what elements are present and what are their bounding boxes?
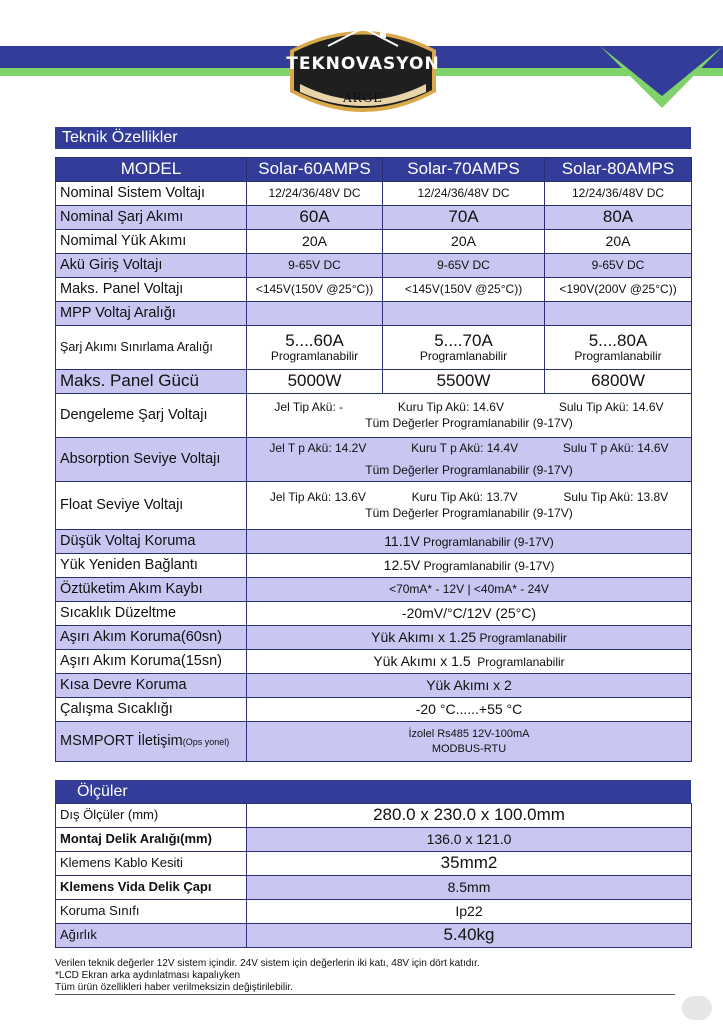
table-row [56, 852, 692, 876]
cell [247, 482, 692, 530]
cell-values [247, 442, 691, 455]
table-row [56, 578, 692, 602]
cell: 20A [247, 230, 383, 254]
cell: -20 °C......+55 °C [247, 698, 692, 722]
row-label: Yük Yeniden Bağlantı [56, 554, 247, 578]
cell: 70A [383, 206, 545, 230]
cell: 20A [545, 230, 692, 254]
row-label: Düşük Voltaj Koruma [56, 530, 247, 554]
row-label: Koruma Sınıfı [56, 900, 247, 924]
cell [247, 530, 692, 554]
cell-values [247, 401, 691, 414]
table-row [56, 602, 692, 626]
row-label: Nomimal Yük Akımı [56, 230, 247, 254]
section-title-technical: Teknik Özellikler [55, 127, 691, 149]
cell: -20mV/°C/12V (25°C) [247, 602, 692, 626]
cell: Yük Akımı x 2 [247, 674, 692, 698]
table-row [56, 254, 692, 278]
wet-value: Sulu T p Akü: 14.6V [562, 441, 669, 456]
cell [383, 302, 545, 326]
wet-value: Sulu Tip Akü: 13.8V [563, 489, 669, 504]
row-label: Maks. Panel Voltajı [56, 278, 247, 302]
header-chevron [600, 46, 723, 112]
table-row [56, 722, 692, 762]
row-label: Öztüketim Akım Kaybı [56, 578, 247, 602]
cell [247, 302, 383, 326]
cell: 20A [383, 230, 545, 254]
cell [247, 394, 692, 438]
table-row [56, 674, 692, 698]
spec-table [55, 157, 692, 762]
row-label: Şarj Akımı Sınırlama Aralığı [56, 326, 247, 370]
cell-value: 12.5V [383, 556, 421, 573]
dry-value: Kuru Tip Akü: 13.7V [411, 489, 518, 504]
row-label: Absorption Seviye Voltajı [56, 438, 247, 482]
table-row [56, 650, 692, 674]
table-header-row [56, 158, 692, 182]
cell: 5000W [247, 370, 383, 394]
table-row [56, 698, 692, 722]
footnote-2: *LCD Ekran arka aydınlatması kapalıyken [55, 970, 241, 981]
cell: 6800W [545, 370, 692, 394]
cell-value: 5....80A [588, 330, 648, 350]
row-label: Kısa Devre Koruma [56, 674, 247, 698]
cell-note: Programlanabilir [476, 630, 567, 645]
cell [247, 554, 692, 578]
cell: 9-65V DC [383, 254, 545, 278]
cell-note: Programlanabilir (9-17V) [420, 558, 555, 573]
table-row [56, 554, 692, 578]
cell-note: Programlanabilir [470, 654, 565, 669]
cell-value: 11.1V [384, 532, 420, 549]
table-row [56, 482, 692, 530]
cell: Ip22 [247, 900, 692, 924]
header-solar-60: Solar-60AMPS [247, 158, 383, 182]
row-label: Klemens Kablo Kesiti [56, 852, 247, 876]
cell-value: Yük Akımı x 1.5 [373, 652, 471, 669]
cell [247, 438, 692, 482]
row-label: Maks. Panel Gücü [56, 370, 247, 394]
dry-value: Kuru T p Akü: 14.4V [411, 441, 519, 456]
table-row [56, 302, 692, 326]
cell: <145V(150V @25°C)) [383, 278, 545, 302]
cell-note: Tüm Değerler Programlanabilir (9-17V) [365, 416, 573, 430]
cell-line1: İzolel Rs485 12V-100mA [408, 727, 530, 740]
cell-note: Programlanabilir (9-17V) [419, 534, 554, 549]
cell-value: Yük Akımı x 1.25 [371, 628, 477, 645]
table-row [56, 278, 692, 302]
row-label: Dengeleme Şarj Voltajı [56, 394, 247, 438]
row-label-main: MSMPORT İletişim [60, 732, 183, 749]
table-row [56, 804, 692, 828]
cell: 35mm2 [247, 852, 692, 876]
cell: 5500W [383, 370, 545, 394]
cell: 136.0 x 121.0 [247, 828, 692, 852]
cell: 12/24/36/48V DC [383, 182, 545, 206]
footnote-1: Verilen teknik değerler 12V sistem içindir. 24V sistem için değerlerin iki katı, 48V için dört katıdır. [55, 958, 480, 969]
cell: <145V(150V @25°C)) [247, 278, 383, 302]
table-row [56, 876, 692, 900]
dimensions-table [55, 803, 692, 948]
cell [545, 326, 692, 370]
row-label: Akü Giriş Voltajı [56, 254, 247, 278]
cell: 9-65V DC [247, 254, 383, 278]
table-row [56, 326, 692, 370]
footnote-3: Tüm ürün özellikleri haber verilmeksizin değiştirilebilir. [55, 982, 293, 993]
table-row [56, 626, 692, 650]
footnotes [55, 958, 691, 994]
cell: 12/24/36/48V DC [545, 182, 692, 206]
row-label: Float Seviye Voltajı [56, 482, 247, 530]
cell-note: Tüm Değerler Programlanabilir (9-17V) [365, 462, 573, 477]
row-label: Dış Ölçüler (mm) [56, 804, 247, 828]
section-title-dimensions: Ölçüler [55, 780, 691, 803]
table-row [56, 206, 692, 230]
brand-subtitle: ARGE [342, 91, 384, 105]
cell-note: Tüm Değerler Programlanabilir (9-17V) [365, 506, 573, 520]
table-row [56, 438, 692, 482]
table-row [56, 230, 692, 254]
header-solar-70: Solar-70AMPS [383, 158, 545, 182]
row-label: Aşırı Akım Koruma(15sn) [56, 650, 247, 674]
gel-value: Jel Tip Akü: 13.6V [269, 489, 366, 504]
row-label-small: (Ops yonel) [182, 736, 230, 747]
table-row [56, 828, 692, 852]
cell-note: Programlanabilir [574, 349, 662, 364]
cell: <190V(200V @25°C)) [545, 278, 692, 302]
cell: <70mA* - 12V | <40mA* - 24V [247, 578, 692, 602]
brand-title: TEKNOVASYON [286, 54, 440, 74]
cell-note: Programlanabilir [270, 349, 359, 364]
cell: 8.5mm [247, 876, 692, 900]
gel-value: Jel Tip Akü: - [274, 399, 344, 414]
cell [247, 650, 692, 674]
cell [247, 326, 383, 370]
wet-value: Sulu Tip Akü: 14.6V [558, 399, 664, 414]
table-row [56, 530, 692, 554]
cell: 80A [545, 206, 692, 230]
cell: 60A [247, 206, 383, 230]
cell [545, 302, 692, 326]
row-label: Nominal Sistem Voltajı [56, 182, 247, 206]
cell [383, 326, 545, 370]
header-model: MODEL [56, 158, 247, 182]
row-label: Aşırı Akım Koruma(60sn) [56, 626, 247, 650]
cell [247, 626, 692, 650]
cell-value: 5....60A [285, 330, 344, 350]
cell-values [247, 491, 691, 504]
row-label: Sıcaklık Düzeltme [56, 602, 247, 626]
header-solar-80: Solar-80AMPS [545, 158, 692, 182]
table-row [56, 924, 692, 948]
row-label [56, 722, 247, 762]
gel-value: Jel T p Akü: 14.2V [269, 441, 367, 456]
cell: 280.0 x 230.0 x 100.0mm [247, 804, 692, 828]
table-row [56, 394, 692, 438]
row-label: Çalışma Sıcaklığı [56, 698, 247, 722]
corner-decoration [682, 996, 712, 1020]
cell [247, 722, 692, 762]
row-label: Nominal Şarj Akımı [56, 206, 247, 230]
table-row [56, 900, 692, 924]
cell: 5.40kg [247, 924, 692, 948]
cell: 12/24/36/48V DC [247, 182, 383, 206]
table-row [56, 370, 692, 394]
row-label: MPP Voltaj Aralığı [56, 302, 247, 326]
row-label: Klemens Vida Delik Çapı [56, 876, 247, 900]
cell: 9-65V DC [545, 254, 692, 278]
row-label: Ağırlık [56, 924, 247, 948]
cell-line2: MODBUS-RTU [431, 743, 507, 755]
cell-note: Programlanabilir [419, 349, 508, 364]
row-label: Montaj Delik Aralığı(mm) [56, 828, 247, 852]
cell-value: 5....70A [434, 330, 493, 350]
table-row [56, 182, 692, 206]
dry-value: Kuru Tip Akü: 14.6V [397, 399, 504, 414]
footer-rule [55, 994, 675, 995]
